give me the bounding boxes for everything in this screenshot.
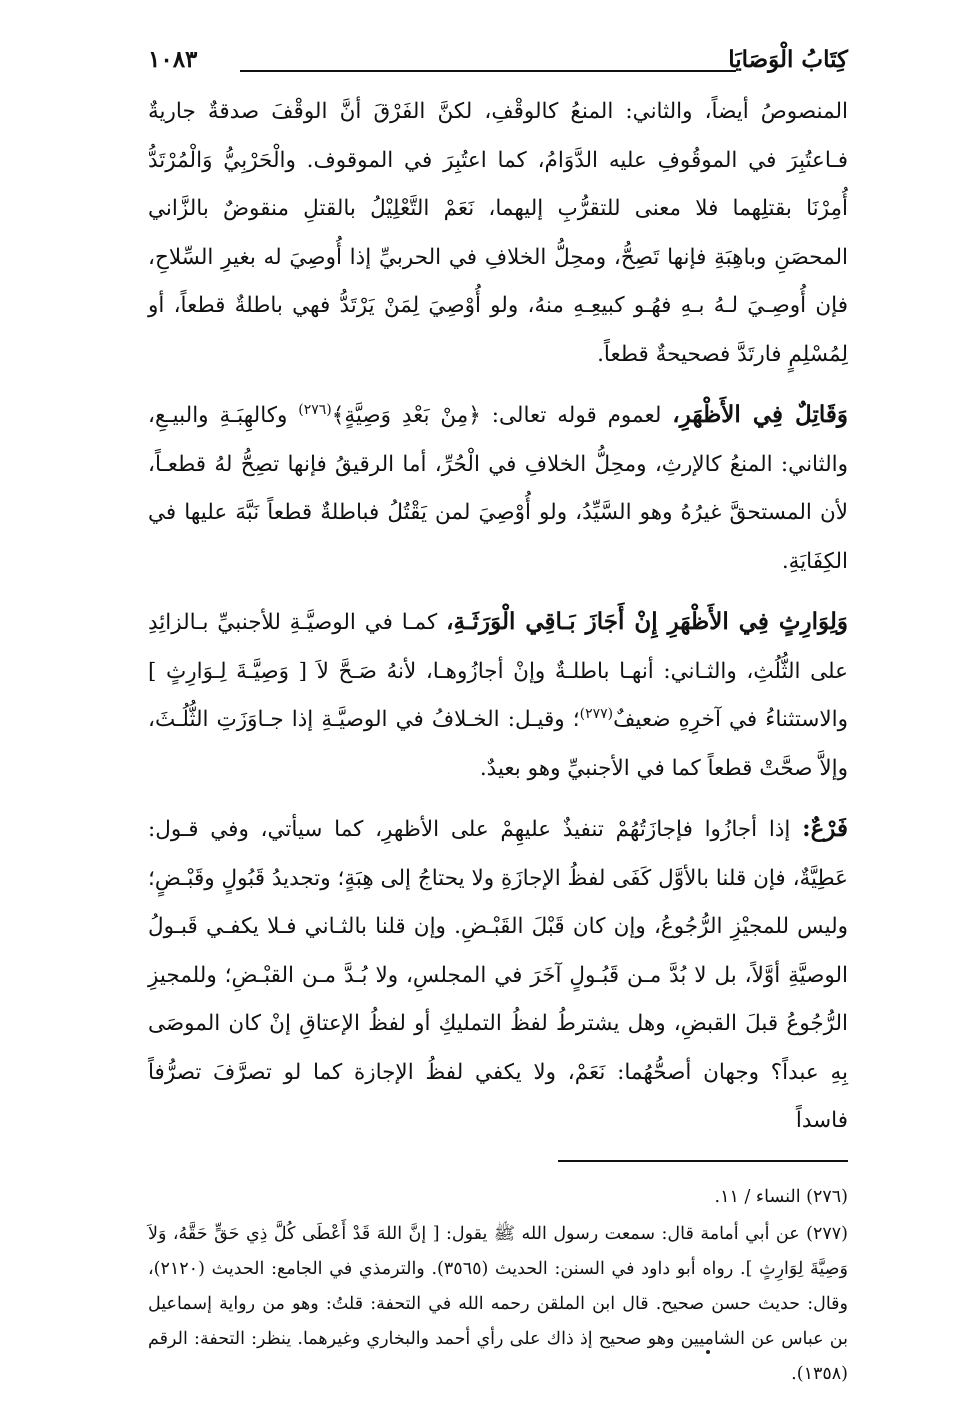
header-rule (240, 70, 736, 72)
book-page (148, 40, 848, 1384)
scan-speck (706, 1350, 710, 1354)
footnote-mark[interactable]: (٢٧٦) (298, 401, 332, 418)
matn-lead: وَلِوَارِثٍ فِي الأَظْهَرِ إِنْ أَجَازَ بَـاقِي الْوَرَثَـةِ، (446, 608, 848, 635)
paragraph-text: كمـا في الوصيَّـةِ للأجنبيِّ بـالزائِدِ على الثُّلُثِ، والثـاني: أنهـا باطلـةٌ وإنْ أجازُوهـا، لأنهُ صَـحَّ لاَ [ وَصِيَّـةَ لِـوَارِثٍ ] والاستثناءُ في آخرِهِ ضعيفٌ (148, 610, 848, 732)
paragraph-2 (148, 391, 848, 586)
footnote-277 (148, 1217, 848, 1392)
paragraph-3 (148, 598, 848, 793)
footnote-text: عن أبي أمامة قال: سمعت رسول الله ﷺ يقول: [ إنَّ اللهَ قَدْ أَعْطَى كُلَّ ذِي حَقٍّ حَقَّهُ، وَلاَ وَصِيَّةَ لِوَارِثٍ ]. رواه أبو داود في السنن: الحديث (٣٥٦٥). والترمذي في الجامع: الحديث (٢١٢٠)، وقال: حديث حسن صحيح. قال ابن الملقن رحمه الله في التحفة: قلتُ: وهو من رواية إسماعيل بن عباس عن الشاميين وهو صحيح إذ ذاك على رأي أحمد والبخاري وغيرهما. ينظر: التحفة: الرقم (١٣٥٨). (148, 1223, 848, 1384)
main-text (148, 88, 848, 1146)
footnote-separator (558, 1160, 848, 1162)
paragraph-text: المنصوصُ أيضاً، والثاني: المنعُ كالوقْفِ، لكنَّ الفَرْقَ أنَّ الوقْفَ صدقةٌ جاريةٌ فـاعتُبِرَ في الموقُوفِ عليه الدَّوَامُ، كما اعتُبِرَ في الموقوف. والْحَرْبِيُّ وَالْمُرْتَدُّ أُمِرْنَا بقتلِهما فلا معنى للتقرُّبِ إليهما، نَعَمْ التَّعْلِيْلُ بالقتلِ منقوضٌ بالزَّاني المحصَنِ وباهِبَةِ فإنها تَصِحُّ، ومحِلُّ الخلافِ في الحربيِّ إذا أُوصِيَ له بغيرِ السِّلاحِ، فإن أُوصِـيَ لـهُ بـهِ فهُـو كبيعِـهِ منهُ، ولو أُوْصِيَ لِمَنْ يَرْتَدُّ فهي باطلةٌ قطعاً، أو لِمُسْلِمٍ فارتَدَّ فصحيحةٌ قطعاً. (148, 99, 848, 367)
matn-lead: وَقَاتِلٌ فِي الأَظْهَرِ، (672, 401, 848, 428)
footnotes (148, 1180, 848, 1392)
page-number: ١٠٨٣ (148, 46, 198, 73)
section-lead: فَرْعٌ: (802, 815, 848, 842)
footnote-text: النساء / ١١. (714, 1186, 807, 1207)
footnote-number: (٢٧٧) (806, 1223, 848, 1244)
footnote-mark[interactable]: (٢٧٧) (579, 705, 614, 722)
book-title: كِتَابُ الْوَصَايَا (728, 46, 848, 73)
paragraph-4 (148, 805, 848, 1146)
paragraph-text: لعموم قوله تعالى: ﴿مِنْ بَعْدِ وَصِيَّةٍ﴾ (331, 403, 662, 428)
running-header (148, 40, 848, 88)
paragraph-text: إذا أجازُوا فإجازَتُهُمْ تنفيذٌ عليهِمْ على الأظهرِ، كما سيأتي، وفي قـول: عَطِيَّةٌ، فإن قلنا بالأوَّل كَفَى لفظُ الإجازَةِ ولا يحتاجُ إلى هِبَةٍ؛ وتجديدُ قَبُولٍ وقَبْـضٍ؛ وليس للمجيْزِ الرُّجُوعُ، وإن كان قَبْلَ القَبْـضِ. وإن قلنا بالثـاني فـلا يكفـي قَبـولُ الوصيَّةِ أوَّلاً، بل لا بُدَّ مـن قَبُـولٍ آخَرَ في المجلسِ، ولا بُـدَّ مـن القبْـضِ؛ وللمجيزِ الرُّجُوعُ قبلَ القبضِ، وهل يشترطُ لفظُ التمليكِ أو لفظُ الإعتاقِ إنْ كان الموصَى بِهِ عبداً؟ وجهان أصحُّهُما: نَعَمْ، ولا يكفي لفظُ الإجازة كما لو تصرَّفَ تصرُّفاً فاسداً (148, 817, 848, 1133)
paragraph-tail: ؛ وقيـل: الخـلافُ في الوصيَّـةِ إذا جـاوَزَتِ الثُّلُـثَ، وإلاَّ صحَّتْ قطعاً كما في الأجنبيِّ وهو بعيدٌ. (148, 707, 848, 781)
footnote-276 (148, 1180, 848, 1215)
footnote-number: (٢٧٦) (806, 1186, 848, 1207)
paragraph-1 (148, 88, 848, 379)
paragraph-tail: وكالهِبَـةِ والبيـعِ، والثاني: المنعُ كالإرثِ، ومحِلُّ الخلافِ في الْحُرِّ، أما الرقيقُ فإنها تصِحُّ لهُ قطعـاً، لأن المستحقَّ غيرُهُ وهو السَّيِّدُ، ولو أُوْصِيَ لمن يَقْتُلُ فباطلةٌ قطعاً نَبَّهَ عليها في الكِفَايَةِ. (148, 403, 848, 574)
